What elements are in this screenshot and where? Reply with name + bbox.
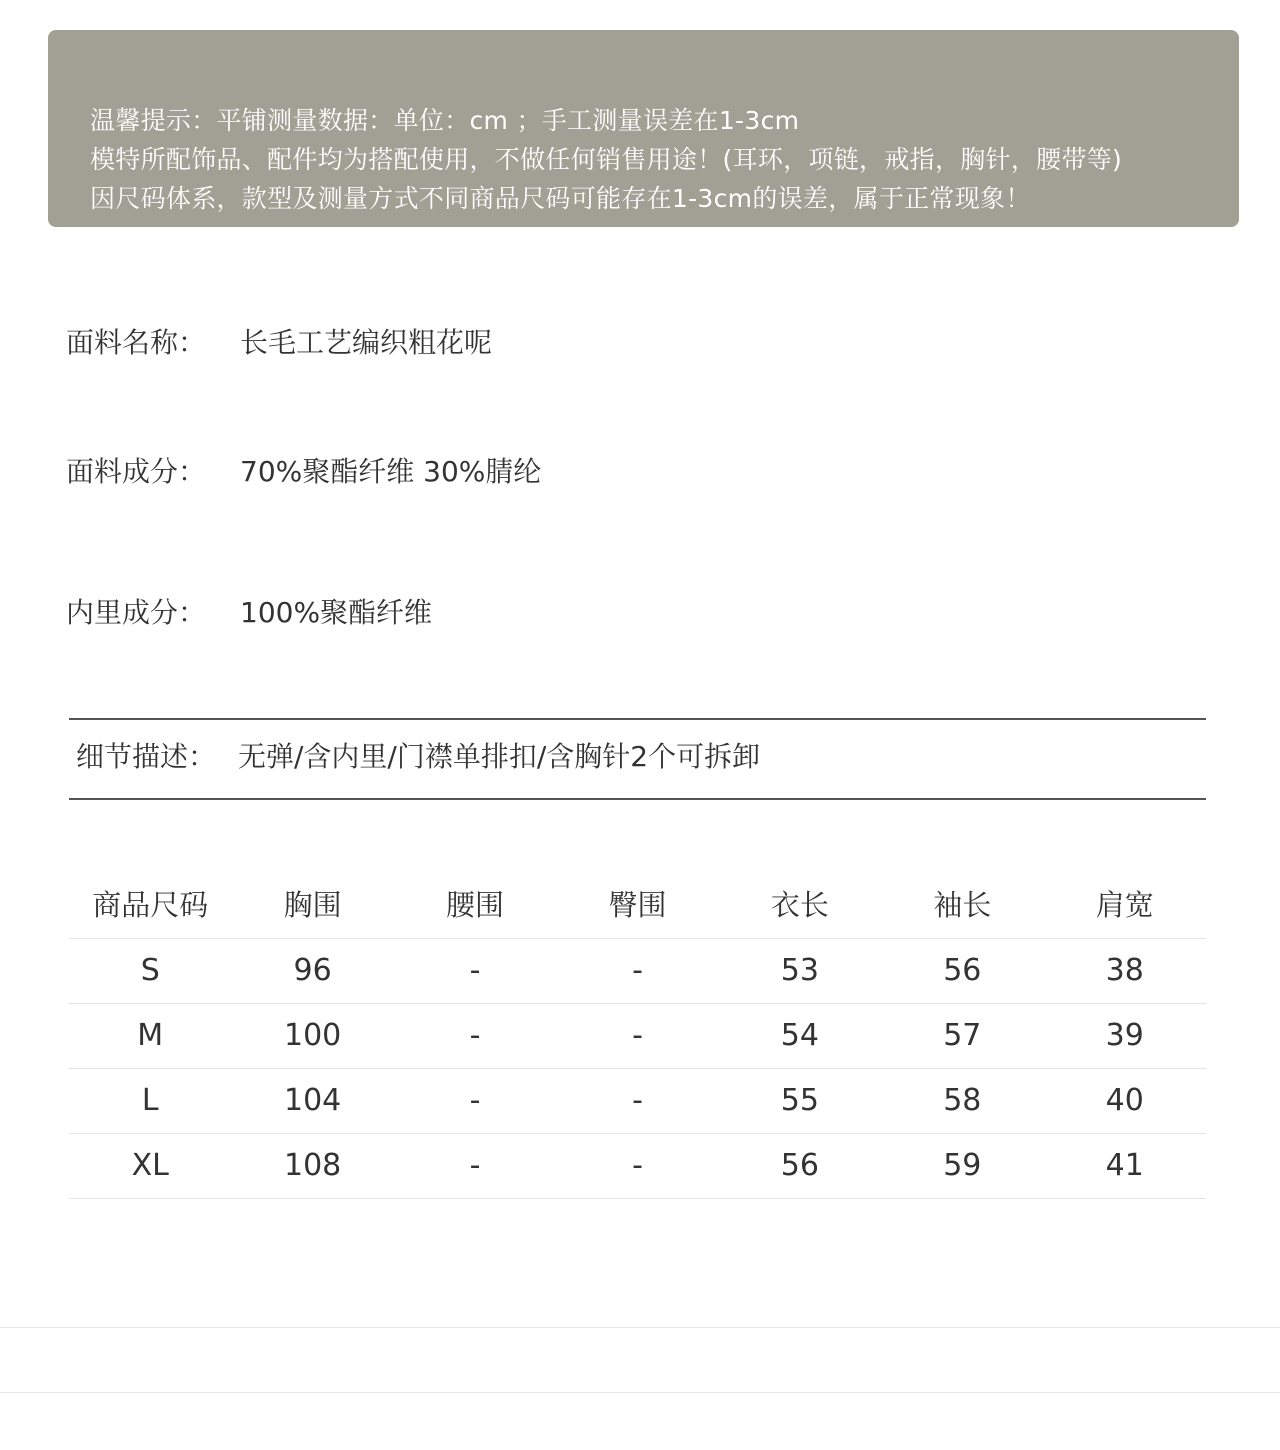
cell-waist: - [394, 1003, 556, 1068]
cell-shoulder: 39 [1044, 1003, 1206, 1068]
fabric-name-value: 长毛工艺编织粗花呢 [240, 326, 493, 359]
cell-size: S [69, 938, 231, 1003]
cell-chest: 104 [231, 1068, 393, 1133]
size-table [69, 870, 1206, 1199]
cell-size: M [69, 1003, 231, 1068]
cell-hip: - [556, 1068, 718, 1133]
details-top-divider [69, 718, 1206, 720]
lining-composition-row [66, 593, 432, 633]
cell-sleeve: 56 [881, 938, 1043, 1003]
header-chest: 胸围 [231, 870, 393, 938]
table-row [69, 1003, 1206, 1068]
notice-banner [48, 30, 1239, 227]
cell-hip: - [556, 1003, 718, 1068]
notice-line: 因尺码体系，款型及测量方式不同商品尺码可能存在1-3cm的误差，属于正常现象！ [90, 184, 1031, 213]
size-table-header [69, 870, 1206, 938]
fabric-composition-value: 70%聚酯纤维 30%腈纶 [240, 455, 542, 488]
details-label: 细节描述： [76, 740, 217, 773]
cell-chest: 108 [231, 1133, 393, 1198]
cell-chest: 96 [231, 938, 393, 1003]
fabric-composition-label: 面料成分： [66, 455, 207, 488]
cell-length: 55 [719, 1068, 881, 1133]
cell-size: XL [69, 1133, 231, 1198]
fabric-name-label: 面料名称： [66, 326, 207, 359]
bottom-divider-strip [0, 1327, 1280, 1393]
header-sleeve: 袖长 [881, 870, 1043, 938]
details-value: 无弹/含内里/门襟单排扣/含胸针2个可拆卸 [238, 740, 761, 773]
fabric-composition-row [66, 452, 541, 492]
notice-line: 温馨提示：平铺测量数据：单位：cm ；手工测量误差在1-3cm [90, 106, 800, 135]
lining-composition-value: 100%聚酯纤维 [240, 596, 433, 629]
cell-sleeve: 57 [881, 1003, 1043, 1068]
header-length: 衣长 [719, 870, 881, 938]
cell-waist: - [394, 1133, 556, 1198]
header-shoulder: 肩宽 [1044, 870, 1206, 938]
table-row [69, 938, 1206, 1003]
header-waist: 腰围 [394, 870, 556, 938]
cell-waist: - [394, 1068, 556, 1133]
cell-size: L [69, 1068, 231, 1133]
details-row [76, 737, 760, 777]
cell-sleeve: 59 [881, 1133, 1043, 1198]
cell-length: 54 [719, 1003, 881, 1068]
cell-shoulder: 40 [1044, 1068, 1206, 1133]
table-row [69, 1133, 1206, 1198]
cell-sleeve: 58 [881, 1068, 1043, 1133]
lining-composition-label: 内里成分： [66, 596, 207, 629]
table-row [69, 1068, 1206, 1133]
fabric-name-row [66, 323, 492, 363]
details-bottom-divider [69, 798, 1206, 800]
cell-shoulder: 38 [1044, 938, 1206, 1003]
cell-hip: - [556, 1133, 718, 1198]
notice-line: 模特所配饰品、配件均为搭配使用，不做任何销售用途！(耳环，项链，戒指，胸针，腰带等) [90, 145, 1123, 174]
cell-length: 56 [719, 1133, 881, 1198]
header-hip: 臀围 [556, 870, 718, 938]
header-size: 商品尺码 [69, 870, 231, 938]
cell-shoulder: 41 [1044, 1133, 1206, 1198]
cell-chest: 100 [231, 1003, 393, 1068]
cell-waist: - [394, 938, 556, 1003]
cell-length: 53 [719, 938, 881, 1003]
cell-hip: - [556, 938, 718, 1003]
